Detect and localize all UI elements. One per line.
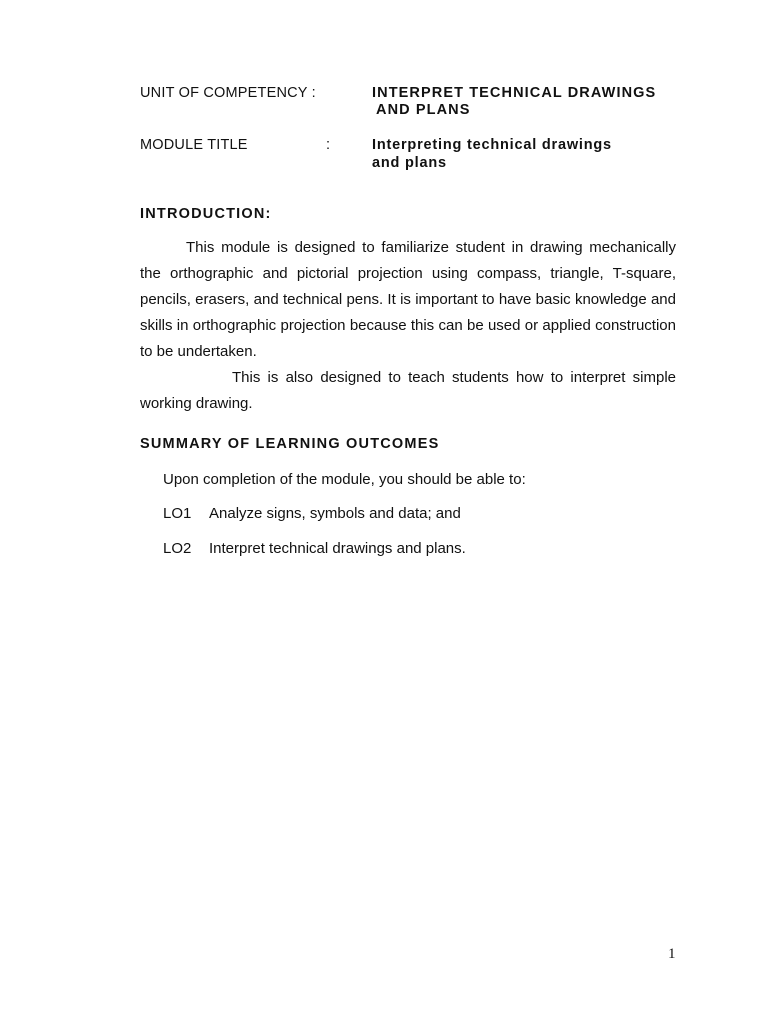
module-title-label: MODULE TITLE [140,137,248,153]
module-title-line1: Interpreting technical drawings [372,137,612,153]
module-title-colon: : [326,137,331,153]
outcome-text-lo1: Analyze signs, symbols and data; and [209,505,461,522]
introduction-paragraph-2: This is also designed to teach students how to interpret simple working drawing. [140,369,676,412]
introduction-heading: INTRODUCTION: [140,206,272,222]
outcome-code-lo1: LO1 [163,505,192,522]
unit-title-line1: INTERPRET TECHNICAL DRAWINGS [372,85,657,101]
outcome-code-lo2: LO2 [163,540,192,557]
summary-lead-text: Upon completion of the module, you should be able to: [163,471,526,488]
introduction-paragraph-1: This module is designed to familiarize student in drawing mechanically the orthographic and pictorial projection using compass, triangle, T-square, pencils, erasers, and technical pens. It is important to have basic knowledge and skills in orthographic projection because this can be used or applied construction to be undertaken. [140,239,676,360]
summary-heading: SUMMARY OF LEARNING OUTCOMES [140,436,440,452]
introduction-body [140,235,676,417]
page-number: 1 [668,946,676,962]
outcome-text-lo2: Interpret technical drawings and plans. [209,540,466,557]
unit-of-competency-label: UNIT OF COMPETENCY : [140,85,316,101]
module-title-line2: and plans [372,155,447,171]
unit-title-line2: AND PLANS [376,102,471,118]
